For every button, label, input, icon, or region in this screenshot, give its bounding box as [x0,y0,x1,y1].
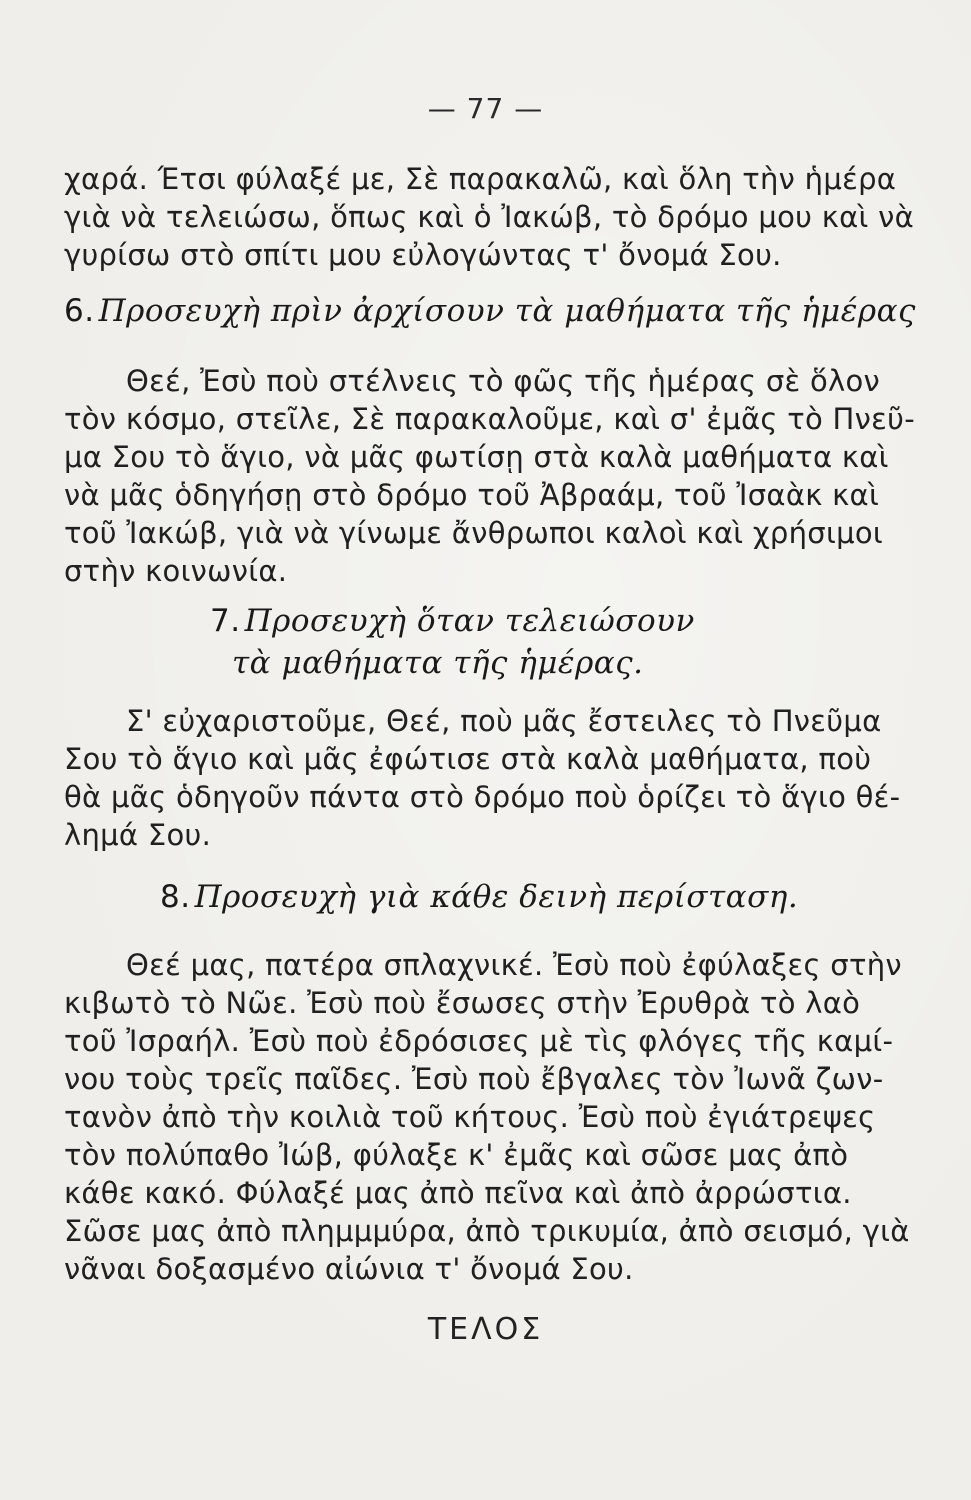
text-line: Σ' εὐχαριστοῦμε, Θεέ, ποὺ μᾶς ἔστειλες τὸ Πνεῦμα [126,704,882,738]
text-line: τὸν πολύπαθο Ἰώβ, φύλαξε κ' ἐμᾶς καὶ σῶσε μας ἀπὸ [64,1138,849,1172]
text-line: νὰ μᾶς ὁδηγήσῃ στὸ δρόμο τοῦ Ἀβραάμ, τοῦ Ἰσαὰκ καὶ [64,478,880,512]
text-line: γιὰ νὰ τελειώσω, ὅπως καὶ ὁ Ἰακώβ, τὸ δρόμο μου καὶ νὰ [64,200,915,234]
text-line: τανὸν ἀπὸ τὴν κοιλιὰ τοῦ κήτους. Ἐσὺ ποὺ ἐγιάτρεψες [64,1100,876,1134]
section-7-title-line1: Προσευχὴ ὅταν τελειώσουν [244,603,695,639]
section-8-heading [160,876,820,918]
text-line: κιβωτὸ τὸ Νῶε. Ἐσὺ ποὺ ἔσωσες στὴν Ἐρυθρὰ τὸ λαὸ [64,986,861,1020]
intro-paragraph [64,160,915,274]
text-line: Θεέ μας, πατέρα σπλαχνικέ. Ἐσὺ ποὺ ἐφύλαξες στὴν [126,948,902,982]
section-7-heading [210,600,810,684]
text-line: μα Σου τὸ ἅγιο, νὰ μᾶς φωτίσῃ στὰ καλὰ μαθήματα καὶ [64,440,889,474]
text-line: τοῦ Ἰσραήλ. Ἐσὺ ποὺ ἐδρόσισες μὲ τὶς φλόγες τῆς καμί- [64,1024,894,1058]
section-8-paragraph [64,946,910,1288]
text-line: Σου τὸ ἅγιο καὶ μᾶς ἐφώτισε στὰ καλὰ μαθήματα, ποὺ [64,742,872,776]
section-7-title-line2: τὰ μαθήματα τῆς ἡμέρας. [232,645,644,681]
text-line: Θεέ, Ἐσὺ ποὺ στέλνεις τὸ φῶς τῆς ἡμέρας σὲ ὅλον [126,364,881,398]
text-line: λημά Σου. [64,818,212,852]
section-6-number: 6. [64,293,95,329]
text-line: γυρίσω στὸ σπίτι μου εὐλογώντας τ' ὄνομά Σου. [64,238,782,272]
text-line: χαρά. Έτσι φύλαξέ με, Σὲ παρακαλῶ, καὶ ὅλη τὴν ἡμέρα [64,162,897,196]
text-line: κάθε κακό. Φύλαξέ μας ἀπὸ πεῖνα καὶ ἀπὸ ἀρρώστια. [64,1176,852,1210]
end-mark: ΤΕΛΟΣ [427,1312,544,1347]
text-line: νου τοὺς τρεῖς παῖδες. Ἐσὺ ποὺ ἔβγαλες τὸν Ἰωνᾶ ζων- [64,1062,884,1096]
section-7-paragraph [64,702,901,854]
section-8-number: 8. [160,879,191,915]
section-6-title: Προσευχὴ πρὶν ἀρχίσουν τὰ μαθήματα τῆς ἡμέρας [98,293,916,329]
section-8-title: Προσευχὴ γιὰ κάθε δεινὴ περίσταση. [194,879,799,915]
page-number: — 77 — [427,92,544,125]
section-6-paragraph [64,362,915,590]
text-line: Σῶσε μας ἀπὸ πλημμμύρα, ἀπὸ τρικυμία, ἀπὸ σεισμό, γιὰ [64,1214,910,1248]
section-7-number: 7. [210,603,241,639]
text-line: στὴν κοινωνία. [64,554,288,588]
text-line: τὸν κόσμο, στεῖλε, Σὲ παρακαλοῦμε, καὶ σ' ἐμᾶς τὸ Πνεῦ- [64,402,915,436]
text-line: νᾶναι δοξασμένο αἰώνια τ' ὄνομά Σου. [64,1252,634,1286]
section-6-heading [64,290,916,332]
text-line: τοῦ Ἰακώβ, γιὰ νὰ γίνωμε ἄνθρωποι καλοὶ καὶ χρήσιμοι [64,516,884,550]
text-line: θὰ μᾶς ὁδηγοῦν πάντα στὸ δρόμο ποὺ ὁρίζει τὸ ἅγιο θέ- [64,780,901,814]
